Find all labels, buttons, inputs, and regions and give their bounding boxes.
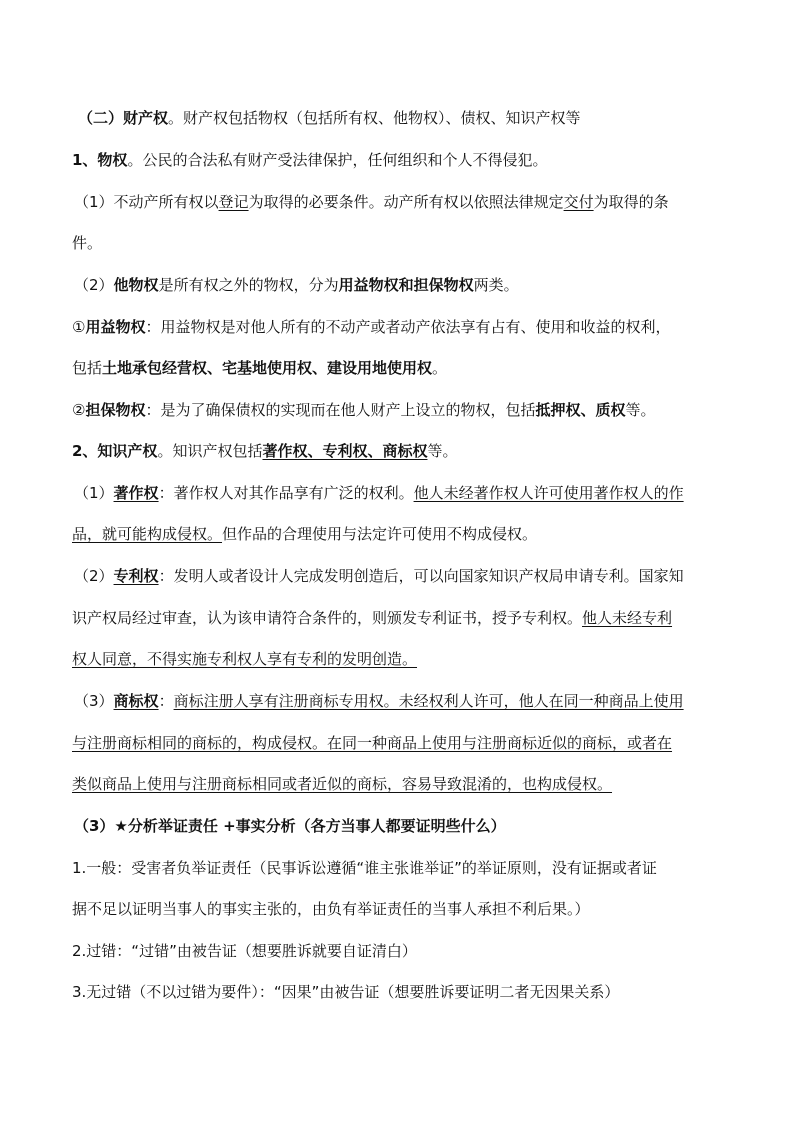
heading-text: 。财产权包括物权（包括所有权、他物权）、债权、知识产权等 [168, 109, 581, 127]
text: 但作品的合理使用与法定许可使用不构成侵权。 [222, 525, 538, 543]
paragraph-ownership-line1 [74, 192, 669, 212]
underlined-text: 品，就可能构成侵权。 [72, 525, 223, 543]
paragraph-text: 。公民的合法私有财产受法律保护，任何组织和个人不得侵犯。 [127, 151, 548, 169]
text: 等。 [427, 442, 458, 460]
paragraph-copyright-line1 [74, 483, 684, 503]
paragraph-intellectual-property [72, 441, 458, 461]
paragraph-other-rights [74, 275, 519, 295]
paragraph-trademark-line2 [72, 733, 672, 753]
paragraph-general-line2 [72, 899, 590, 919]
underlined-term: 交付 [563, 193, 594, 211]
underlined-text: 他人未经专利 [582, 609, 673, 627]
paragraph-no-fault [72, 982, 619, 1002]
bold-underlined-term: 著作权 [113, 484, 159, 502]
text: 识产权局经过审查，认为该申请符合条件的，则颁发专利证书，授予专利权。 [72, 609, 583, 627]
text: 。 [432, 359, 448, 377]
text: ：是为了确保债权的实现而在他人财产上设立的物权，包括 [145, 401, 536, 419]
text: 是所有权之外的物权，分为 [158, 276, 339, 294]
paragraph-patent-line1 [74, 566, 684, 586]
text: ：发明人或者设计人完成发明创造后，可以向国家知识产权局申请专利。国家知 [158, 567, 684, 585]
text: （1） [74, 484, 114, 502]
text: ：著作权人对其作品享有广泛的权利。 [158, 484, 414, 502]
text: （2） [74, 276, 114, 294]
heading-label: （二）财产权 [78, 109, 169, 127]
text: 3.无过错（不以过错为要件）：“因果”由被告证（想要胜诉要证明二者无因果关系） [72, 983, 620, 1001]
heading-text: （3）★分析举证责任 +事实分析（各方当事人都要证明些什么） [74, 817, 506, 835]
paragraph-general-line1 [72, 858, 657, 878]
text: （3） [74, 692, 114, 710]
paragraph-usufruct-line1 [72, 317, 670, 337]
paragraph-ownership-line2 [72, 233, 102, 253]
text: 2.过错：“过错”由被告证（想要胜诉就要自证清白） [72, 942, 417, 960]
underlined-text: 商标注册人享有注册商标专用权。未经权利人许可，他人在同一种商品上使用 [173, 692, 684, 710]
bold-term: 抵押权、质权 [535, 401, 626, 419]
text: 件。 [72, 234, 103, 252]
text: 两类。 [473, 276, 519, 294]
text: 为取得的条 [593, 193, 669, 211]
underlined-text: 他人未经著作权人许可使用著作权人的作 [413, 484, 684, 502]
bold-term: 用益物权 [85, 318, 146, 336]
paragraph-trademark-line3 [72, 774, 612, 794]
bold-underlined-term: 著作权、专利权、商标权 [262, 442, 428, 460]
bold-term: 他物权 [113, 276, 159, 294]
text: （1）不动产所有权以 [74, 193, 219, 211]
bold-term: 土地承包经营权、宅基地使用权、建设用地使用权 [102, 359, 433, 377]
paragraph-patent-line2 [72, 608, 672, 628]
text: ： [158, 692, 174, 710]
underlined-text: 类似商品上使用与注册商标相同或者近似的商标，容易导致混淆的，也构成侵权。 [72, 775, 613, 793]
text: （2） [74, 567, 114, 585]
text: 为取得的必要条件。动产所有权以依照法律规定 [248, 193, 564, 211]
bold-underlined-term: 商标权 [113, 692, 159, 710]
bold-underlined-term: 专利权 [113, 567, 159, 585]
subheading-label: 1、物权 [72, 151, 128, 169]
subheading-label: 2、知识产权 [72, 442, 158, 460]
paragraph-usufruct-line2 [72, 358, 447, 378]
paragraph-trademark-line1 [74, 691, 684, 711]
paragraph-copyright-line2 [72, 524, 537, 544]
text: ① [72, 318, 86, 336]
underlined-text: 与注册商标相同的商标的，构成侵权。在同一种商品上使用与注册商标近似的商标，或者在 [72, 734, 673, 752]
paragraph-real-rights [72, 150, 547, 170]
paragraph-patent-line3 [72, 649, 417, 669]
text: ：用益物权是对他人所有的不动产或者动产依法享有占有、使用和收益的权利， [145, 318, 671, 336]
section-heading-burden-of-proof [74, 816, 506, 836]
text: 等。 [625, 401, 656, 419]
underlined-term: 登记 [218, 193, 249, 211]
underlined-text: 权人同意，不得实施专利权人享有专利的发明创造。 [72, 650, 418, 668]
bold-term: 担保物权 [85, 401, 146, 419]
section-heading-property-rights [78, 108, 581, 128]
text: ② [72, 401, 86, 419]
text: 包括 [72, 359, 103, 377]
text: 1.一般：受害者负举证责任（民事诉讼遵循“谁主张谁举证”的举证原则，没有证据或者证 [72, 859, 657, 877]
paragraph-security-rights [72, 400, 656, 420]
bold-term: 用益物权和担保物权 [338, 276, 474, 294]
text: 据不足以证明当事人的事实主张的，由负有举证责任的当事人承担不利后果。） [72, 900, 590, 918]
paragraph-fault [72, 941, 417, 961]
text: 。知识产权包括 [157, 442, 263, 460]
